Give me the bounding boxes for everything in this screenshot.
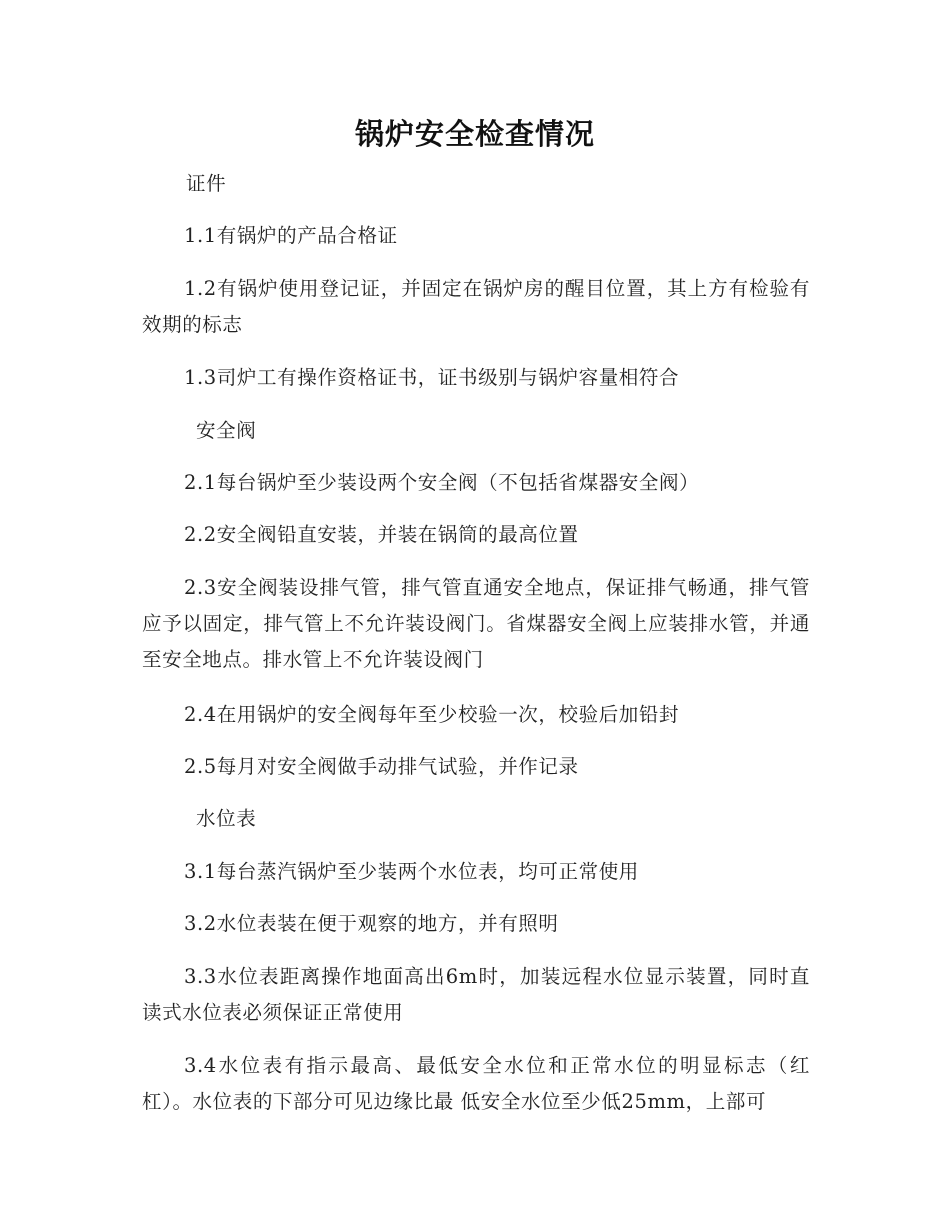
list-item: 3.4水位表有指示最高、最低安全水位和正常水位的明显标志（红杠）。水位表的下部分可见边缘比最 低安全水位至少低25mm，上部可 (142, 1054, 810, 1113)
list-item: 1.2有锅炉使用登记证，并固定在锅炉房的醒目位置，其上方有检验有效期的标志 (142, 277, 810, 336)
section-heading-certificates: 证件 (186, 172, 227, 195)
document-title: 锅炉安全检查情况 (354, 117, 595, 151)
section-heading-safety-valve: 安全阀 (196, 419, 257, 442)
list-item: 2.3安全阀装设排气管，排气管直通安全地点，保证排气畅通，排气管应予以固定，排气管上不允许装设阀门。省煤器安全阀上应装排水管，并通至安全地点。排水管上不允许装设阀门 (142, 576, 810, 671)
list-item: 3.2水位表装在便于观察的地方，并有照明 (184, 912, 559, 935)
list-item: 2.2安全阀铅直安装，并装在锅筒的最高位置 (184, 523, 579, 546)
list-item: 2.5每月对安全阀做手动排气试验，并作记录 (184, 755, 579, 778)
list-item: 1.3司炉工有操作资格证书，证书级别与锅炉容量相符合 (184, 366, 680, 389)
list-item: 2.1每台锅炉至少装设两个安全阀（不包括省煤器安全阀） (184, 471, 700, 494)
list-item: 3.1每台蒸汽锅炉至少装两个水位表，均可正常使用 (184, 860, 639, 883)
list-item: 2.4在用锅炉的安全阀每年至少校验一次，校验后加铅封 (184, 703, 680, 726)
section-heading-water-level-gauge: 水位表 (196, 807, 257, 830)
list-item: 3.3水位表距离操作地面高出6m时，加装远程水位显示装置，同时直读式水位表必须保证正常使用 (142, 965, 810, 1024)
list-item: 1.1有锅炉的产品合格证 (184, 224, 398, 247)
